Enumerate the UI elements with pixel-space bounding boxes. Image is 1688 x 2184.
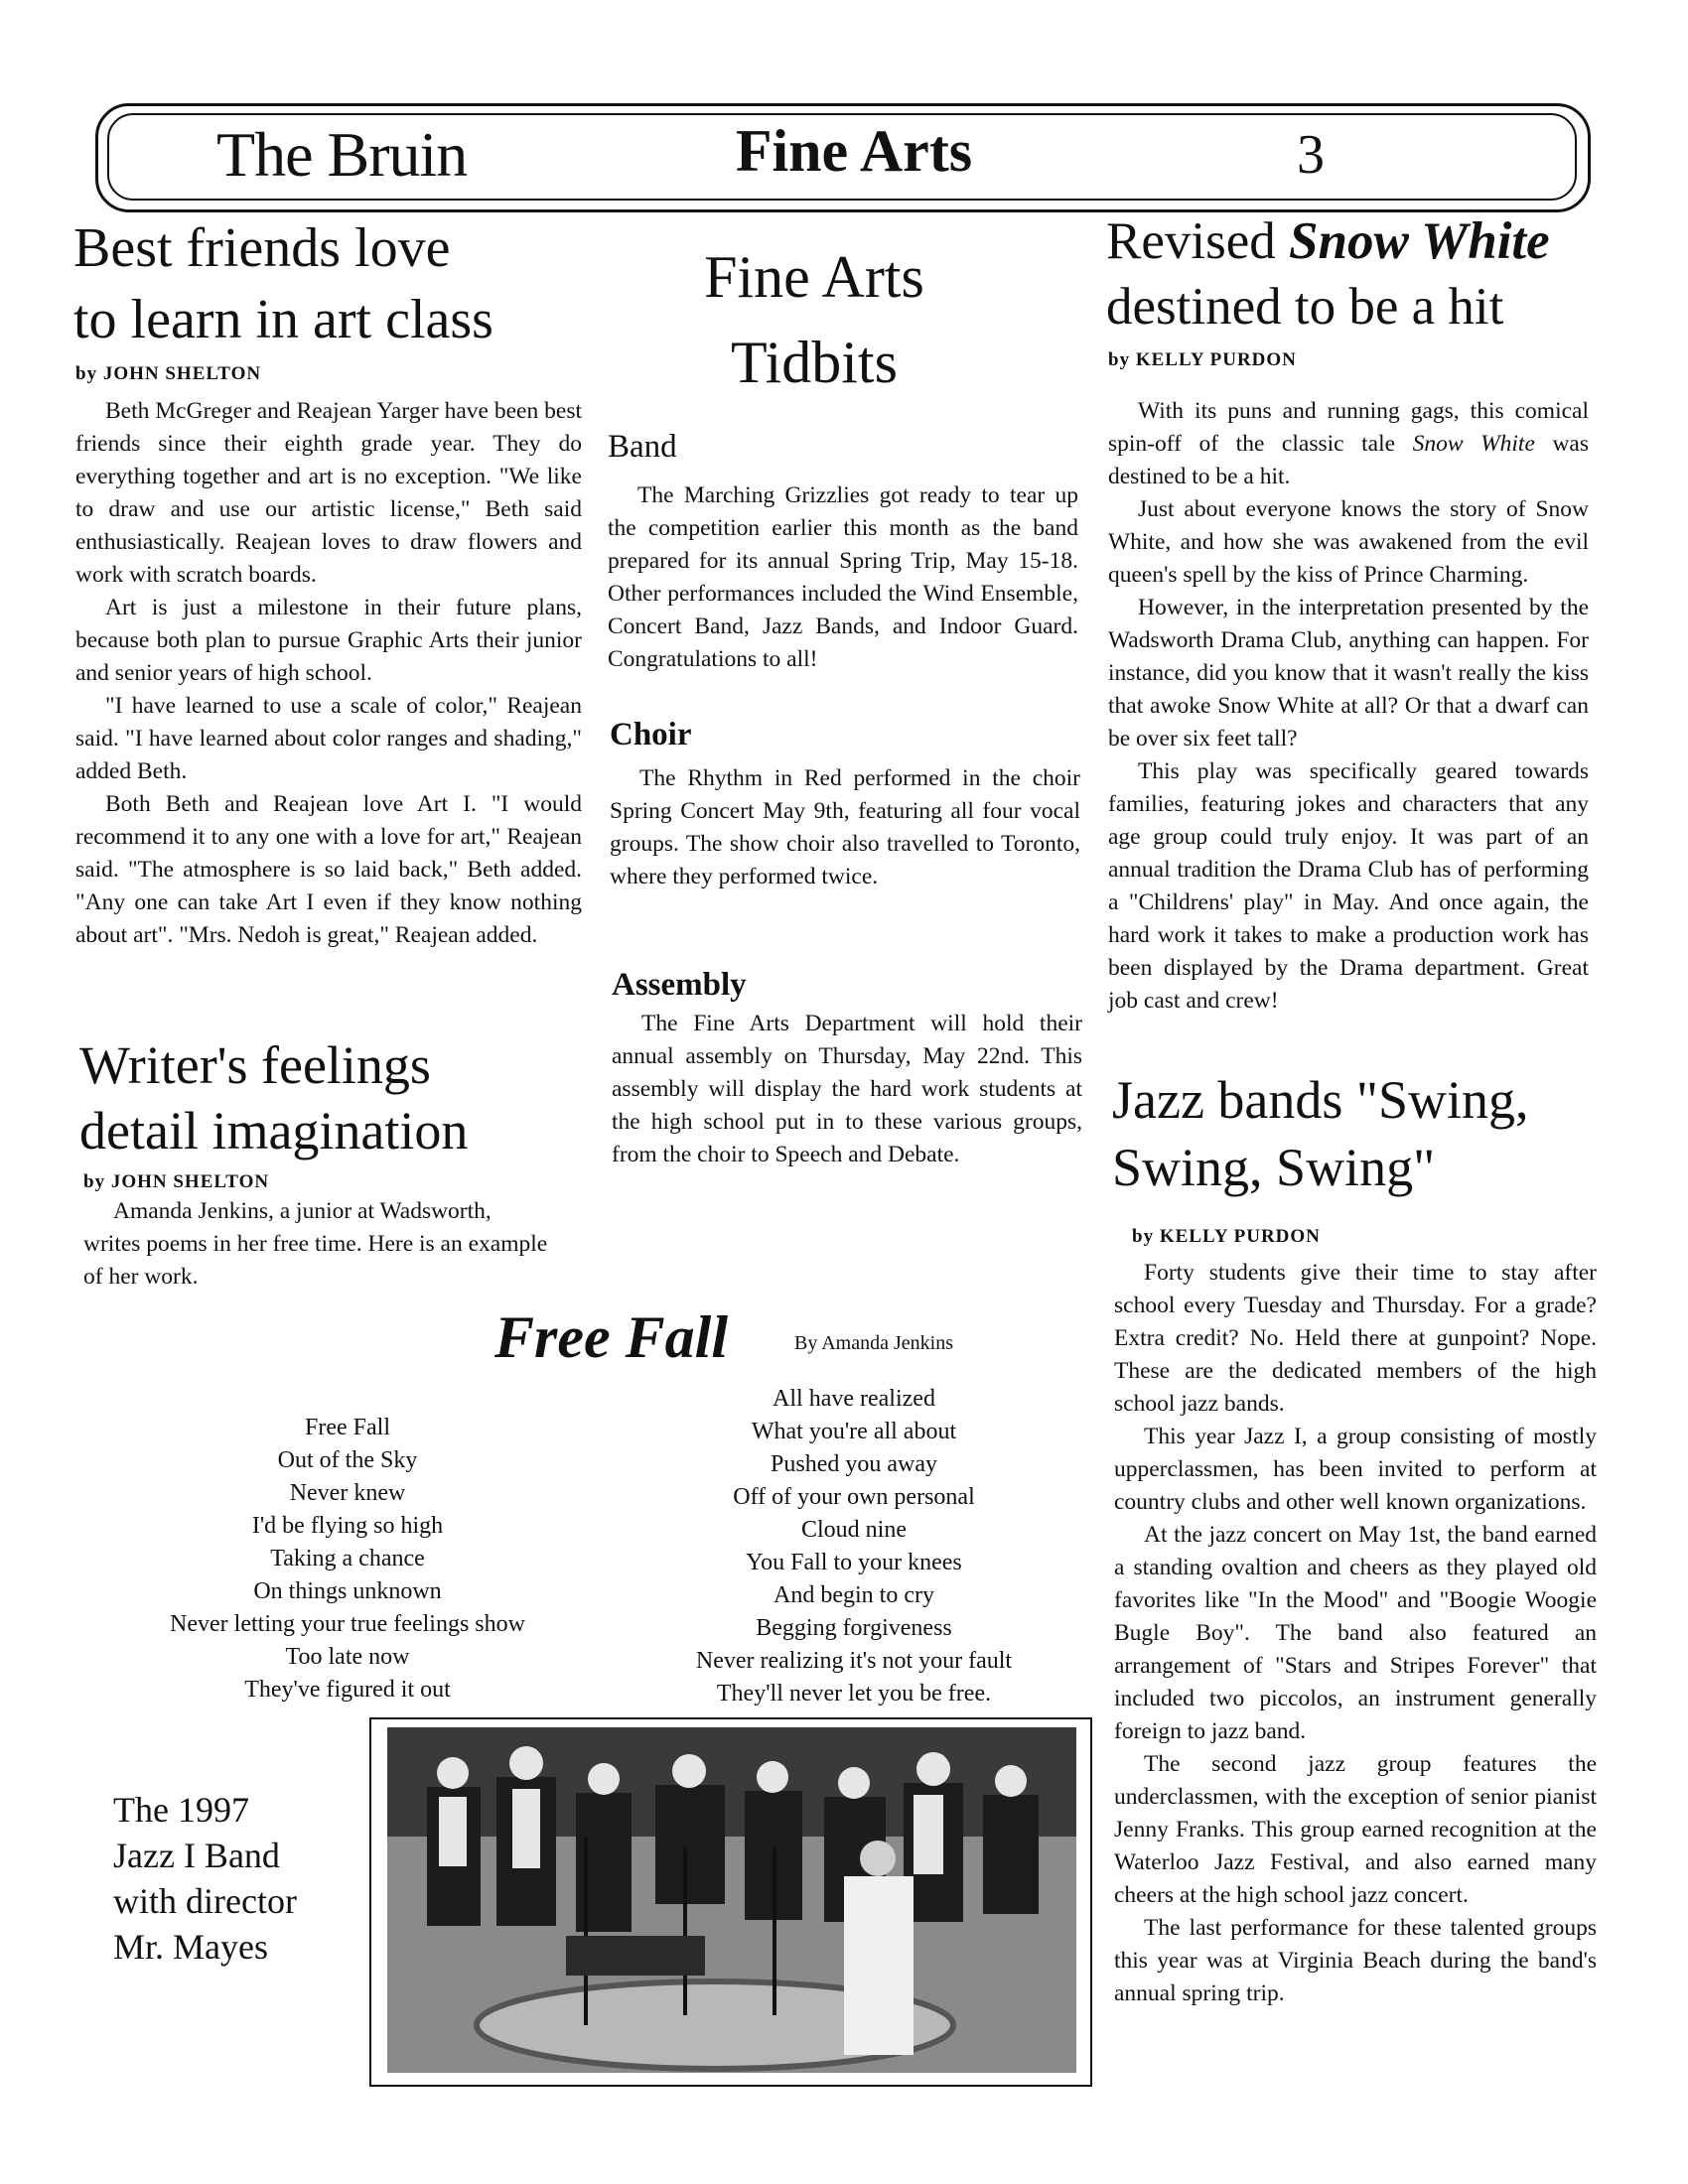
poem-line: Never realizing it's not your fault <box>695 1648 1013 1674</box>
page-number: 3 <box>1297 124 1325 186</box>
article-writers-feelings-headline: Writer's feelings detail imagination <box>79 1035 469 1160</box>
paragraph: The last performance for these talented groups this year was at Virginia Beach during the band's annual spring trip. <box>1114 1915 1597 2006</box>
article-best-friends-headline: Best friends love to learn in art class <box>73 217 493 350</box>
paragraph: "I have learned to use a scale of color," Reajean said. "I have learned about color ranges and shading," added Beth. <box>75 693 582 784</box>
poem-line: All have realized <box>773 1386 935 1412</box>
poem-line: And begin to cry <box>774 1582 934 1608</box>
paragraph: Just about everyone knows the story of Snow White, and how she was awakened from the evil queen's spell by the kiss of Prince Charming. <box>1108 496 1589 588</box>
tidbits-choir-text: The Rhythm in Red performed in the choir Spring Concert May 9th, featuring all four vocal groups. The show choir also travelled to Toronto, where they performed twice. <box>610 765 1080 889</box>
poem-line: Too late now <box>285 1644 410 1670</box>
article-snow-white-headline: Revised Snow White destined to be a hit <box>1106 212 1550 336</box>
article-snow-white-body <box>1108 395 1589 1018</box>
paragraph: This year Jazz I, a group consisting of mostly upperclassmen, has been invited to perform at country clubs and other well known organizations. <box>1114 1424 1597 1515</box>
article-snow-white-byline: by KELLY PURDON <box>1108 349 1297 370</box>
poem-line: On things unknown <box>253 1578 442 1604</box>
tidbits-headline: Fine Arts Tidbits <box>704 244 924 395</box>
paragraph: Amanda Jenkins, a junior at Wadsworth, writes poems in her free time. Here is an example of her work. <box>83 1198 548 1290</box>
jazz-band-photo <box>387 1727 1076 2073</box>
paragraph: Art is just a milestone in their future plans, because both plan to pursue Graphic Arts their junior and senior years of high school. <box>75 595 582 686</box>
article-jazz-bands-body <box>1114 1257 1597 2010</box>
poem-line: You Fall to your knees <box>746 1550 962 1575</box>
poem-line: They've figured it out <box>244 1677 451 1703</box>
tidbits-assembly-text: The Fine Arts Department will hold their annual assembly on Thursday, May 22nd. This assembly will display the hard work students at the high school put in to these various groups, from the choir to Speech and Debate. <box>612 1011 1082 1167</box>
article-jazz-bands-byline: by KELLY PURDON <box>1132 1226 1321 1247</box>
article-jazz-bands-headline: Jazz bands "Swing, Swing, Swing" <box>1112 1070 1529 1197</box>
poem-line: Out of the Sky <box>277 1447 418 1473</box>
poem-line: Never letting your true feelings show <box>170 1611 525 1637</box>
poem-author: By Amanda Jenkins <box>794 1332 953 1354</box>
paragraph: Both Beth and Reajean love Art I. "I would recommend it to any one with a love for art," Reajean said. "The atmosphere is so laid back," Beth added. "Any one can take Art I even if they know nothing about art". "Mrs. Nedoh is great," Reajean added. <box>75 791 582 948</box>
paragraph: However, in the interpretation presented by the Wadsworth Drama Club, anything can happen. For instance, did you know that it wasn't really the kiss that awoke Snow White at all? Or that a dwarf can be over six feet tall? <box>1108 595 1589 751</box>
poem-line: They'll never let you be free. <box>716 1681 992 1706</box>
paragraph: This play was specifically geared towards families, featuring jokes and characters that any age group could truly enjoy. It was part of an annual tradition the Drama Club has of performing a "Childrens' play" in May. And once again, the hard work it takes to make a production work has been displayed by the Drama department. Great job cast and crew! <box>1108 758 1589 1014</box>
paragraph: Forty students give their time to stay after school every Tuesday and Thursday. For a grade? Extra credit? No. Held there at gunpoint? Nope. These are the dedicated members of the high school jazz bands. <box>1114 1260 1597 1417</box>
paragraph: With its puns and running gags, this comical spin-off of the classic tale Snow White was destined to be a hit. <box>1108 398 1589 489</box>
poem-line: Never knew <box>289 1480 406 1506</box>
poem-line: Off of your own personal <box>733 1484 975 1510</box>
tidbits-band-heading: Band <box>608 429 677 465</box>
poem-stanza-right <box>635 1383 1072 1710</box>
poem-line: Taking a chance <box>270 1546 425 1571</box>
section-title: Fine Arts <box>735 118 973 184</box>
paragraph: Beth McGreger and Reajean Yarger have been best friends since their eighth grade year. They do everything together and art is no exception. "We like to draw and use our artistic license," Beth said enthusiastically. Reajean loves to draw flowers and work with scratch boards. <box>75 398 582 588</box>
paragraph: At the jazz concert on May 1st, the band earned a standing ovaltion and cheers as they played old favorites like "In the Mood" and "Boogie Woogie Bugle Boy". The band also featured an arrangement of "Stars and Stripes Forever" that included two piccolos, an instrument generally foreign to jazz band. <box>1114 1522 1597 1744</box>
poem-title: Free Fall <box>494 1304 728 1370</box>
article-best-friends-body <box>75 395 582 952</box>
poem-line: I'd be flying so high <box>251 1513 444 1539</box>
paragraph: The second jazz group features the underclassmen, with the exception of senior pianist Jenny Franks. This group earned recognition at the Waterloo Jazz Festival, and also earned many cheers at the high school jazz concert. <box>1114 1751 1597 1908</box>
tidbits-choir-heading: Choir <box>610 717 692 752</box>
tidbits-band-text: The Marching Grizzlies got ready to tear up the competition earlier this month as the band prepared for its annual Spring Trip, May 15-18. Other performances included the Wind Ensemble, Concert Band, Jazz Bands, and Indoor Guard. Congratulations to all! <box>608 482 1078 672</box>
poem-line: Free Fall <box>305 1415 390 1440</box>
newspaper-name: The Bruin <box>216 119 468 190</box>
article-writers-feelings-body <box>83 1195 550 1294</box>
poem-line: Cloud nine <box>801 1517 907 1543</box>
poem-line: Begging forgiveness <box>756 1615 952 1641</box>
article-writers-feelings-byline: by JOHN SHELTON <box>83 1171 270 1192</box>
photo-caption: The 1997 Jazz I Band with director Mr. Mayes <box>113 1790 297 1967</box>
poem-stanza-left <box>119 1412 576 1706</box>
tidbits-assembly-heading: Assembly <box>612 967 747 1003</box>
article-best-friends-byline: by JOHN SHELTON <box>75 363 262 384</box>
poem-line: What you're all about <box>751 1419 957 1444</box>
poem-line: Pushed you away <box>771 1451 937 1477</box>
